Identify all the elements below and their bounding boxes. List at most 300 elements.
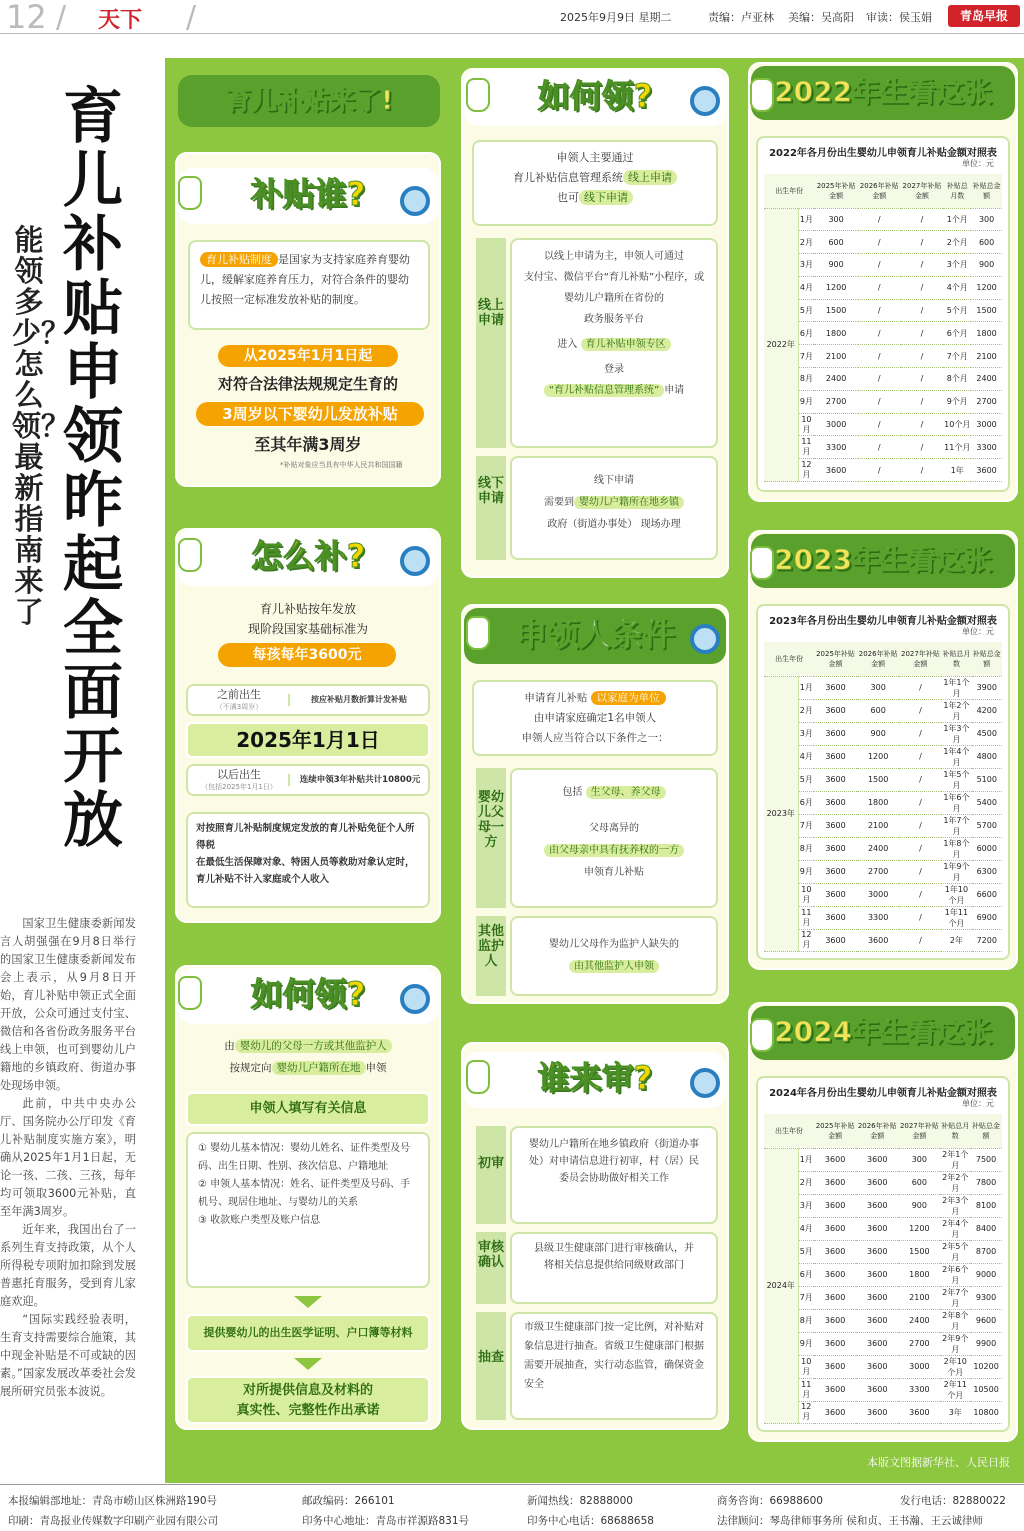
other-guardian-box: [510, 916, 718, 996]
table-cell: 6月: [798, 791, 814, 814]
divider: /: [186, 0, 197, 35]
table-cell: 1800: [971, 322, 1002, 345]
step-text: 登录: [604, 364, 624, 375]
table-cell: 4200: [972, 699, 1002, 722]
table-cell: 3600: [857, 929, 900, 952]
table-cell: 600: [814, 231, 857, 254]
table-cell: /: [899, 676, 941, 699]
table-cell: 11月: [798, 906, 814, 929]
table-row: [764, 436, 1002, 459]
banner-title: 育儿补贴来了!: [178, 75, 440, 127]
subsidy-table: [764, 174, 1002, 482]
table-row: [764, 1263, 1002, 1286]
after-box: [186, 764, 430, 796]
table-cell: 1年2个月: [943, 700, 970, 721]
table-cell: 7个月: [943, 345, 971, 368]
bottle-icon: [178, 176, 202, 210]
table-row: [764, 791, 1002, 814]
table-cell: 3600: [814, 722, 857, 745]
table-cell: 6个月: [943, 322, 971, 345]
year-cell: 2024年: [764, 1148, 798, 1424]
table-cell: 3600: [814, 1240, 856, 1263]
table-cell: 3600: [814, 860, 857, 883]
table-title: 2022年生看这张: [751, 66, 1015, 120]
pacifier-icon: [690, 86, 720, 116]
table-cell: 9000: [970, 1263, 1002, 1286]
table-cell: 10个月: [943, 413, 971, 436]
table-cell: 3600: [856, 1309, 898, 1332]
table-cell: 1年1个月: [943, 677, 970, 698]
who-line2: 3周岁以下婴幼儿发放补贴: [196, 402, 424, 426]
online-steps-box: [510, 238, 718, 448]
table-cell: 1年8个月: [943, 838, 970, 859]
family-highlight: 以家庭为单位: [591, 691, 666, 705]
who-line1: 对符合法律法规规定生育的: [217, 375, 398, 393]
table-cell: 10月: [798, 1355, 814, 1378]
table-header-cell: 出生年份: [764, 1114, 814, 1148]
cond-line: [474, 688, 716, 708]
apply-intro-box: [472, 140, 718, 226]
commitment-line: 真实性、完整性作出承诺: [236, 1403, 380, 1418]
table-unit: 单位：元: [962, 1099, 994, 1108]
postal-code: 邮政编码：266101: [302, 1495, 395, 1507]
table-row: [764, 1401, 1002, 1424]
table-row: [764, 1194, 1002, 1217]
table-cell: 9600: [970, 1309, 1002, 1332]
bottle-icon: [466, 1060, 490, 1094]
table-cell: 12月: [798, 459, 814, 482]
table-box: [756, 1076, 1010, 1432]
table-cell: /: [858, 276, 901, 299]
table-cell: 2100: [814, 345, 857, 368]
table-cell: 10500: [970, 1378, 1002, 1401]
table-cell: 11月: [798, 436, 814, 459]
table-cell: 3600: [814, 699, 857, 722]
table-cell: 1200: [814, 276, 857, 299]
how-l1: 育儿补贴按年发放: [259, 602, 356, 616]
table-cell: 5月: [798, 1240, 814, 1263]
table-cell: /: [858, 299, 901, 322]
table-cell: /: [901, 459, 944, 482]
table-cell: /: [901, 322, 944, 345]
subheadline: 能领多少？怎么领？最新指南来了: [12, 223, 71, 629]
table-cell: 3300: [857, 906, 900, 929]
township-highlight: 婴幼儿户籍所在地乡镇: [574, 496, 684, 509]
table-cell: /: [899, 929, 941, 952]
table-header-cell: 2027年补贴金额: [898, 1114, 940, 1148]
claim-l2: [186, 1060, 430, 1075]
how-l2: 现阶段国家基础标准为: [247, 622, 368, 636]
year-cell: 2022年: [764, 208, 798, 482]
table-cell: 7500: [970, 1148, 1002, 1171]
table-header-row: [764, 174, 1002, 208]
how-title: 怎么补?: [178, 530, 438, 586]
table-cell: 3600: [814, 1286, 856, 1309]
table-row: [764, 837, 1002, 860]
table-cell: 12月: [798, 1401, 814, 1424]
table-cell: /: [858, 368, 901, 391]
printer: 印刷：青岛报业传媒数字印刷产业园有限公司: [8, 1515, 218, 1527]
table-cell: 2年1个月: [942, 1149, 969, 1170]
table-cell: 3600: [814, 906, 857, 929]
pacifier-icon: [400, 546, 430, 576]
text: 现场办理: [640, 519, 681, 530]
before-box: [186, 684, 430, 716]
page-number: 12: [6, 0, 47, 36]
tax-note: 对按照育儿补贴制度规定发放的育儿补贴免征个人所得税: [196, 823, 415, 851]
table-cell: 6000: [972, 837, 1002, 860]
table-cell: /: [899, 837, 941, 860]
table-cell: 600: [857, 699, 900, 722]
table-cell: 1年3个月: [943, 723, 970, 744]
table-cell: 1800: [814, 322, 857, 345]
table-cell: 6月: [798, 1263, 814, 1286]
first-review-box: 婴幼儿户籍所在地乡镇政府（街道办事处）对申请信息进行初审，村（居）民委员会协助做好相关工作: [510, 1126, 718, 1224]
text: 申请: [664, 385, 685, 396]
proof-credit: 审读：侯玉娟: [866, 11, 932, 24]
table-row: [764, 345, 1002, 368]
step-text: [512, 334, 716, 355]
commitment-bar: [186, 1376, 430, 1424]
table-cell: /: [899, 745, 941, 768]
table-cell: 3600: [856, 1217, 898, 1240]
news-hotline: 新闻热线：82888000: [527, 1495, 633, 1507]
office-address: 本报编辑部地址：青岛市崂山区株洲路190号: [8, 1495, 218, 1507]
table-cell: 7200: [972, 929, 1002, 952]
text: 按规定向: [229, 1062, 272, 1074]
table-cell: 900: [898, 1194, 940, 1217]
table-cell: /: [858, 459, 901, 482]
table-row: [764, 722, 1002, 745]
table-cell: 12月: [798, 929, 814, 952]
table-cell: /: [899, 906, 941, 929]
table-header-cell: 补贴总金额: [972, 642, 1002, 676]
table-cell: 1年9个月: [943, 861, 970, 882]
table-cell: 3月: [798, 722, 814, 745]
table-header-cell: 2027年补贴金额: [901, 174, 944, 208]
table-row: [764, 1171, 1002, 1194]
table-row: [764, 208, 1002, 231]
table-cell: 2年8个月: [942, 1310, 969, 1331]
table-cell: 4500: [972, 722, 1002, 745]
after-label: 以后出生: [217, 768, 261, 781]
table-cell: 4800: [972, 745, 1002, 768]
text: 进入: [557, 339, 578, 350]
table-cell: 3600: [856, 1240, 898, 1263]
before-label: 之前出生: [217, 688, 261, 701]
table-cell: 3600: [814, 1332, 856, 1355]
table-box: [756, 604, 1010, 960]
who-note: *补贴对象应当具有中华人民共和国国籍: [280, 461, 403, 469]
online-label: 线上申请: [476, 238, 506, 448]
info-list-box: [186, 1132, 430, 1288]
table-cell: 1200: [857, 745, 900, 768]
business-phone: 商务咨询：66988600: [717, 1495, 823, 1507]
table-header-cell: 出生年份: [764, 174, 814, 208]
source-credit: 本版文图据新华社、人民日报: [867, 1456, 1010, 1469]
section-name: 天下: [98, 8, 143, 33]
start-date-pill: 从2025年1月1日起: [218, 345, 398, 367]
table-cell: 2100: [857, 814, 900, 837]
table-cell: 3600: [971, 459, 1002, 482]
table-cell: 3000: [971, 413, 1002, 436]
table-row: [764, 814, 1002, 837]
table-cell: /: [899, 722, 941, 745]
cond-text: 申领育儿补贴: [584, 867, 644, 878]
table-row: [764, 322, 1002, 345]
custody-highlight: 由父母亲中具有抚养权的一方: [544, 844, 684, 857]
table-cell: 1800: [898, 1263, 940, 1286]
table-cell: 300: [857, 676, 900, 699]
table-cell: 2月: [798, 231, 814, 254]
table-row: [764, 676, 1002, 699]
table-cell: 8月: [798, 1309, 814, 1332]
table-cell: /: [901, 345, 944, 368]
intro-line: [474, 188, 716, 208]
table-cell: 1500: [814, 299, 857, 322]
table-caption: 2024年各月份出生婴幼儿申领育儿补贴金额对照表: [769, 1088, 997, 1099]
table-cell: 3600: [856, 1332, 898, 1355]
table-row: [764, 860, 1002, 883]
table-cell: 2年7个月: [942, 1287, 969, 1308]
table-cell: /: [901, 254, 944, 277]
table-cell: 11月: [798, 1378, 814, 1401]
table-cell: 3600: [814, 745, 857, 768]
table-cell: 10200: [970, 1355, 1002, 1378]
table-row: [764, 1217, 1002, 1240]
bottle-icon: [178, 538, 202, 572]
table-cell: 1年6个月: [943, 792, 970, 813]
table-cell: 3600: [814, 1401, 856, 1424]
relief-note: 在最低生活保障对象、特困人员等救助对象认定时，育儿补贴不计入家庭或个人收入: [196, 857, 415, 885]
newspaper-logo: 青岛早报: [948, 5, 1020, 27]
page-header: [0, 0, 1024, 34]
pacifier-icon: [690, 1068, 720, 1098]
zone-highlight: 育儿补贴申领专区: [581, 338, 671, 351]
article-body: [0, 915, 136, 1401]
article-paragraph: 此前，中共中央办公厅、国务院办公厅印发《育儿补贴制度实施方案》，明确从2025年1月1日起，无论一孩、二孩、三孩，每年均可领取3600元补贴，直至年满3周岁。: [0, 1097, 136, 1218]
table-cell: 10800: [970, 1401, 1002, 1424]
text: 申请育儿补贴: [524, 692, 588, 704]
table-cell: 7月: [798, 1286, 814, 1309]
table-cell: 3600: [856, 1355, 898, 1378]
table-cell: 10月: [798, 413, 814, 436]
step-text: 支付宝、微信平台“育儿补贴”小程序，或: [523, 272, 705, 283]
legal-advisor: 法律顾问：琴岛律师事务所 侯和贞、王书瀚、王云诚律师: [717, 1515, 983, 1527]
print-center-phone: 印务中心电话：68688658: [527, 1515, 654, 1527]
table-cell: /: [899, 699, 941, 722]
claim-title: 如何领?: [178, 968, 438, 1024]
table-row: [764, 1378, 1002, 1401]
table-cell: 3600: [814, 1378, 856, 1401]
table-cell: /: [901, 276, 944, 299]
table-cell: 2700: [857, 860, 900, 883]
down-arrow-icon: [294, 1358, 322, 1370]
table-cell: 8个月: [943, 368, 971, 391]
table-cell: 8月: [798, 837, 814, 860]
table-cell: 3600: [814, 1171, 856, 1194]
table-cell: 9月: [798, 860, 814, 883]
table-header-cell: 2025年补贴金额: [814, 174, 857, 208]
table-cell: 1200: [971, 276, 1002, 299]
table-cell: 2400: [857, 837, 900, 860]
table-cell: /: [858, 390, 901, 413]
table-cell: 3000: [814, 413, 857, 436]
offline-box: [510, 456, 718, 560]
table-cell: 7800: [970, 1171, 1002, 1194]
text: 需要到: [544, 497, 574, 508]
print-center-address: 印务中心地址：青岛市祥源路831号: [302, 1515, 470, 1527]
table-cell: 3600: [856, 1401, 898, 1424]
table-cell: 600: [971, 231, 1002, 254]
table-cell: 3600: [814, 1194, 856, 1217]
table-cell: 1年10个月: [941, 883, 971, 906]
claim-l1: [186, 1038, 430, 1053]
table-cell: 3600: [856, 1286, 898, 1309]
table-cell: 3600: [814, 1217, 856, 1240]
down-arrow-icon: [294, 1296, 322, 1308]
table-cell: /: [901, 299, 944, 322]
table-cell: 2月: [798, 1171, 814, 1194]
table-cell: 5700: [972, 814, 1002, 837]
table-row: [764, 254, 1002, 277]
table-header-cell: 2026年补贴金额: [856, 1114, 898, 1148]
table-header-cell: 2026年补贴金额: [857, 642, 900, 676]
table-cell: 5个月: [943, 299, 971, 322]
table-cell: 2年6个月: [942, 1264, 969, 1285]
text: 政府（街道办事处）: [547, 519, 638, 530]
table-cell: 2700: [814, 390, 857, 413]
editor-credit: 责编：卢亚林: [708, 11, 774, 24]
table-header-cell: 2025年补贴金额: [814, 1114, 856, 1148]
table-cell: 3300: [898, 1378, 940, 1401]
article-paragraph: 近年来，我国出台了一系列生育支持政策，从个人所得税专项附加扣除到发展普惠托育服务，受到育儿家庭欢迎。: [0, 1223, 136, 1308]
subsidy-table: [764, 642, 1002, 952]
table-box: [756, 136, 1010, 492]
table-cell: 2100: [898, 1286, 940, 1309]
table-header-cell: 2027年补贴金额: [899, 642, 941, 676]
table-cell: 1500: [898, 1240, 940, 1263]
table-row: [764, 745, 1002, 768]
confirm-box: 县级卫生健康部门进行审核确认，并将相关信息提供给同级财政部门: [510, 1232, 718, 1304]
policy-tag: 育儿补贴制度: [200, 252, 278, 267]
table-row: [764, 231, 1002, 254]
table-cell: 5月: [798, 768, 814, 791]
household-highlight: 婴幼儿户籍所在地: [272, 1061, 366, 1075]
table-cell: 1800: [857, 791, 900, 814]
table-cell: 6900: [972, 906, 1002, 929]
table-caption: 2022年各月份出生婴幼儿申领育儿补贴金额对照表: [769, 148, 997, 159]
parent-box: [510, 768, 718, 908]
text: 申领: [365, 1062, 387, 1074]
table-header-cell: 补贴总金额: [971, 174, 1002, 208]
table-cell: 1月: [798, 208, 814, 231]
table-cell: 1个月: [943, 208, 971, 231]
table-cell: 6600: [972, 883, 1002, 906]
info-item: ③ 收款账户类型及账户信息: [198, 1215, 321, 1226]
confirm-label: 审核确认: [476, 1232, 506, 1304]
article-paragraph: “国际实践经验表明，生育支持需要综合施策，其中现金补贴是不可或缺的因素。”国家发展改革委社会发展所研究员张本波说。: [0, 1313, 136, 1398]
table-cell: /: [899, 860, 941, 883]
table-header-cell: 补贴总金额: [970, 1114, 1002, 1148]
pacifier-icon: [690, 624, 720, 654]
designer-credit: 美编：吴高阳: [788, 11, 854, 24]
apply-title: 如何领?: [464, 70, 726, 126]
table-cell: 8400: [970, 1217, 1002, 1240]
table-cell: 3600: [814, 883, 857, 906]
table-cell: 1年11个月: [941, 906, 971, 929]
text: 包括: [562, 787, 583, 798]
table-cell: 4月: [798, 276, 814, 299]
bottle-icon: [466, 616, 490, 650]
year-cell: 2023年: [764, 676, 798, 952]
table-cell: 4月: [798, 1217, 814, 1240]
online-highlight: 线上申请: [623, 170, 677, 185]
bottle-icon: [178, 976, 202, 1010]
table-header-row: [764, 642, 1002, 676]
who-title: 补贴谁?: [178, 168, 438, 224]
review-title: 谁来审?: [464, 1052, 726, 1108]
table-unit: 单位：元: [962, 627, 994, 636]
table-cell: 8700: [970, 1240, 1002, 1263]
pacifier-icon: [400, 984, 430, 1014]
divider: /: [56, 0, 67, 35]
table-cell: 300: [898, 1148, 940, 1171]
table-header-row: [764, 1114, 1002, 1148]
table-cell: 5100: [972, 768, 1002, 791]
table-cell: 3600: [814, 929, 857, 952]
table-cell: /: [901, 231, 944, 254]
table-cell: 3年: [940, 1401, 970, 1424]
before-rule: 按应补贴月数折算计发补贴: [288, 694, 428, 706]
table-cell: 900: [971, 254, 1002, 277]
table-caption: 2023年各月份出生婴幼儿申领育儿补贴金额对照表: [769, 616, 997, 627]
table-cell: 5400: [972, 791, 1002, 814]
issue-date: 2025年9月9日 星期二: [560, 11, 672, 24]
table-cell: 4月: [798, 745, 814, 768]
table-cell: 8100: [970, 1194, 1002, 1217]
table-cell: 300: [814, 208, 857, 231]
cond-text: 婴幼儿父母作为监护人缺失的: [549, 939, 679, 950]
table-cell: 3300: [971, 436, 1002, 459]
table-cell: 2年: [941, 929, 971, 952]
other-guardian-label: 其他监护人: [476, 916, 506, 996]
table-cell: 3600: [814, 676, 857, 699]
before-note: （不满3周岁）: [215, 703, 263, 711]
table-row: [764, 1240, 1002, 1263]
table-cell: 2年2个月: [942, 1172, 969, 1193]
table-row: [764, 368, 1002, 391]
table-cell: 1月: [798, 676, 814, 699]
table-cell: /: [901, 368, 944, 391]
table-header-cell: 2025年补贴金额: [814, 642, 857, 676]
table-cell: /: [858, 413, 901, 436]
table-cell: /: [858, 322, 901, 345]
table-row: [764, 929, 1002, 952]
table-cell: 7月: [798, 814, 814, 837]
table-header-cell: 出生年份: [764, 642, 814, 676]
table-row: [764, 1286, 1002, 1309]
table-cell: /: [858, 231, 901, 254]
who-desc-box: [188, 240, 430, 330]
guardian-highlight: 婴幼儿的父母一方或其他监护人: [235, 1039, 392, 1053]
table-row: [764, 299, 1002, 322]
table-cell: 7月: [798, 345, 814, 368]
table-cell: /: [858, 345, 901, 368]
offline-highlight: 线下申请: [579, 190, 633, 205]
table-row: [764, 768, 1002, 791]
table-cell: 6月: [798, 322, 814, 345]
